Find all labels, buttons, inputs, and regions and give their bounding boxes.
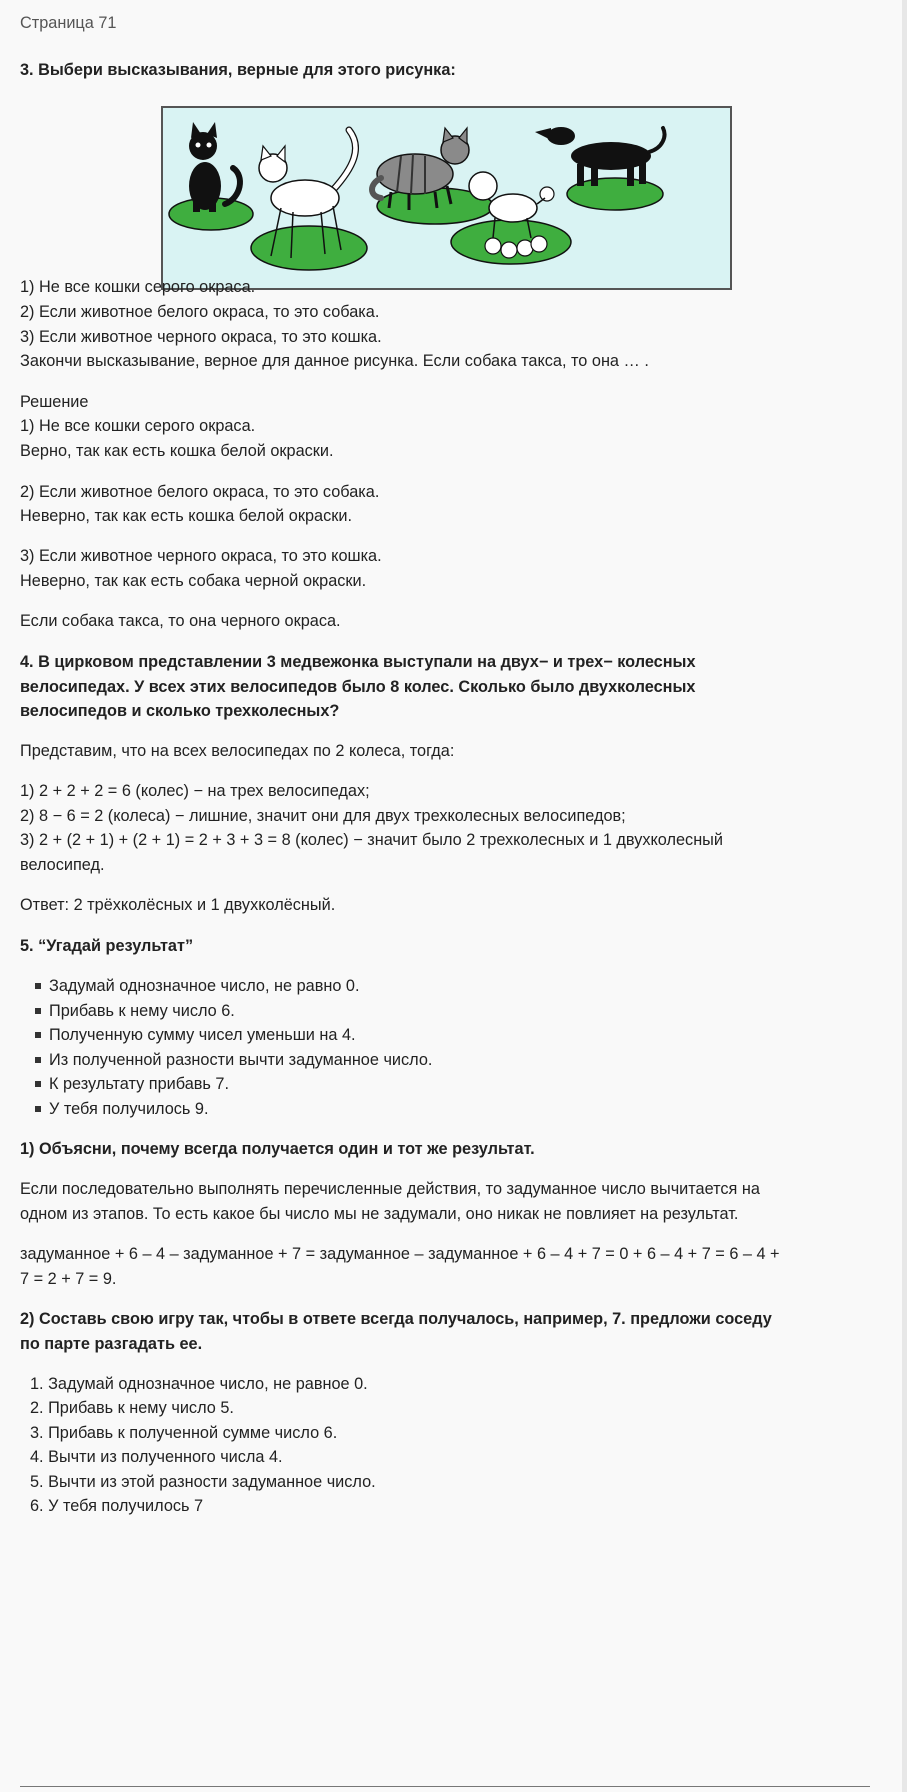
list-item: 4. Вычти из полученного числа 4. <box>30 1448 283 1466</box>
scrollbar[interactable] <box>902 0 907 1792</box>
list-item: Задумай однозначное число, не равно 0. <box>49 977 360 995</box>
solution-answer-3: Неверно, так как есть собака черной окраски. <box>20 572 367 590</box>
black-cat-icon <box>189 122 240 212</box>
explanation-line-2: одном из этапов. То есть какое бы число мы не задумали, оно никак не повлияет на результат. <box>20 1205 739 1223</box>
bullet-icon <box>35 1106 41 1112</box>
task5-question-1: 1) Объясни, почему всегда получается один и тот же результат. <box>20 1140 535 1158</box>
black-dachshund-icon <box>535 127 664 186</box>
task5-question-2-line-1: 2) Составь свою игру так, чтобы в ответе всегда получалось, например, 7. предложи соседу <box>20 1310 772 1328</box>
solution-label: Решение <box>20 393 89 411</box>
explanation-line-1: Если последовательно выполнять перечисленные действия, то задуманное число вычитается на <box>20 1180 760 1198</box>
statement-2: 2) Если животное белого окраса, то это собака. <box>20 303 380 321</box>
list-item: Из полученной разности вычти задуманное число. <box>49 1051 433 1069</box>
list-item: Полученную сумму чисел уменьши на 4. <box>49 1026 356 1044</box>
task4-heading-line-2: велосипедах. У всех этих велосипедов было 8 колес. Сколько было двухколесных <box>20 678 696 696</box>
list-item: У тебя получилось 9. <box>49 1100 209 1118</box>
conclusion: Если собака такса, то она черного окраса. <box>20 612 341 630</box>
task4-step-2: 2) 8 − 6 = 2 (колеса) − лишние, значит они для двух трехколесных велосипедов; <box>20 807 626 825</box>
task4-step-1: 1) 2 + 2 + 2 = 6 (колес) − на трех велосипедах; <box>20 782 370 800</box>
task4-intro: Представим, что на всех велосипедах по 2 колеса, тогда: <box>20 742 455 760</box>
task5-heading: 5. “Угадай результат” <box>20 937 194 955</box>
bullet-icon <box>35 983 41 989</box>
task4-step-3-line-2: велосипед. <box>20 856 105 874</box>
list-item: 2. Прибавь к нему число 5. <box>30 1399 234 1417</box>
task4-heading-line-1: 4. В цирковом представлении 3 медвежонка выступали на двух− и трех− колесных <box>20 653 696 671</box>
statement-1: 1) Не все кошки серого окраса. <box>20 278 256 296</box>
solution-answer-2: Неверно, так как есть кошка белой окраски. <box>20 507 352 525</box>
list-item: 3. Прибавь к полученной сумме число 6. <box>30 1424 338 1442</box>
page-title: Страница 71 <box>20 14 117 32</box>
list-item: 5. Вычти из этой разности задуманное число. <box>30 1473 376 1491</box>
divider <box>20 1786 870 1787</box>
list-item: 6. У тебя получилось 7 <box>30 1497 204 1515</box>
task4-answer: Ответ: 2 трёхколёсных и 1 двухколёсный. <box>20 896 336 914</box>
finish-statement: Закончи высказывание, верное для данное рисунка. Если собака такса, то она … . <box>20 352 649 370</box>
task4-step-3-line-1: 3) 2 + (2 + 1) + (2 + 1) = 2 + 3 + 3 = 8 (колес) − значит было 2 трехколесных и 1 двухколесный <box>20 831 723 849</box>
list-item: Прибавь к нему число 6. <box>49 1002 235 1020</box>
list-item: К результату прибавь 7. <box>49 1075 230 1093</box>
solution-statement-2: 2) Если животное белого окраса, то это собака. <box>20 483 380 501</box>
formula-line-2: 7 = 2 + 7 = 9. <box>20 1270 117 1288</box>
bullet-icon <box>35 1081 41 1087</box>
bullet-icon <box>35 1057 41 1063</box>
bullet-icon <box>35 1032 41 1038</box>
solution-answer-1: Верно, так как есть кошка белой окраски. <box>20 442 334 460</box>
animals-illustration <box>161 106 732 290</box>
task5-question-2-line-2: по парте разгадать ее. <box>20 1335 203 1353</box>
task4-heading-line-3: велосипедов и сколько трехколесных? <box>20 702 340 720</box>
list-item: 1. Задумай однозначное число, не равное 0. <box>30 1375 368 1393</box>
bullet-icon <box>35 1008 41 1014</box>
solution-statement-3: 3) Если животное черного окраса, то это кошка. <box>20 547 382 565</box>
task3-heading: 3. Выбери высказывания, верные для этого рисунка: <box>20 61 456 79</box>
statement-3: 3) Если животное черного окраса, то это кошка. <box>20 328 382 346</box>
solution-statement-1: 1) Не все кошки серого окраса. <box>20 417 256 435</box>
formula-line-1: задуманное + 6 – 4 – задуманное + 7 = задуманное – задуманное + 6 – 4 + 7 = 0 + 6 – 4 + 7 = 6 – 4 + <box>20 1245 780 1263</box>
